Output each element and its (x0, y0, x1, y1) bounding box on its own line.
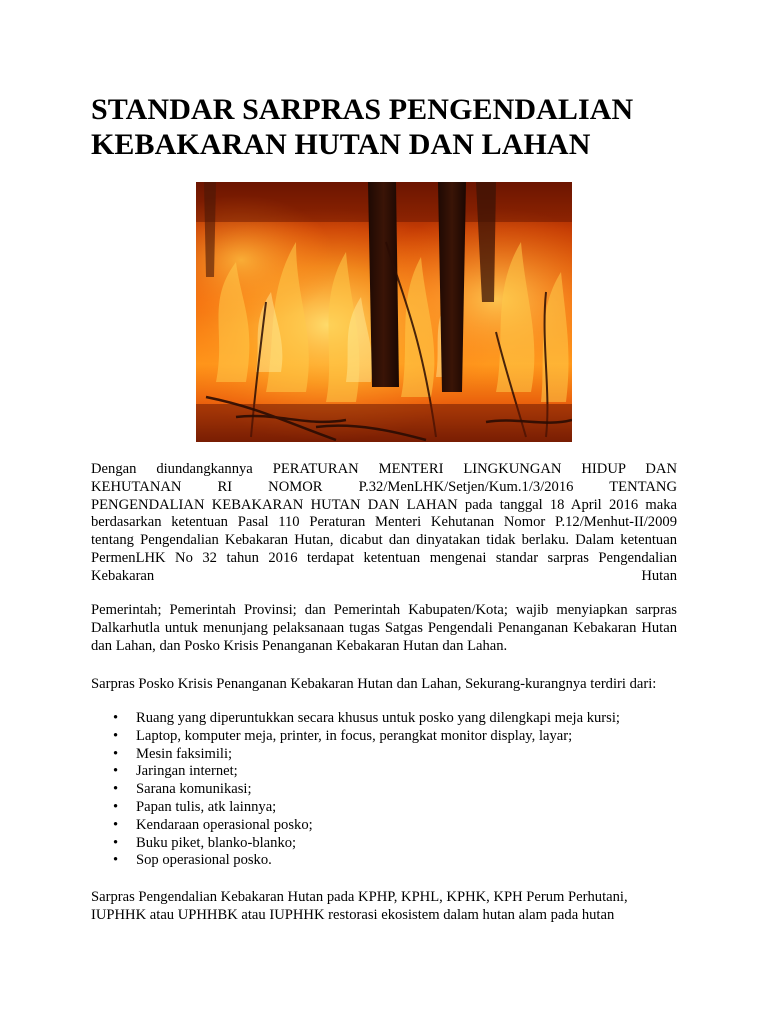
list-item (91, 799, 677, 817)
title-line-2: KEBAKARAN HUTAN DAN LAHAN (91, 128, 591, 161)
list-item (91, 852, 677, 870)
bullet-icon: • (113, 745, 119, 762)
bullet-icon: • (113, 816, 119, 833)
list-item-text: Laptop, komputer meja, printer, in focus, perangkat monitor display, layar; (136, 727, 573, 744)
paragraph-line: PermenLHK No 32 tahun 2016 terdapat ketentuan mengenai standar sarpras Pengendalian (91, 549, 677, 566)
paragraph-line: tentang Pengendalian Kebakaran Hutan, dicabut dan dinyatakan tidak berlaku. Dalam ketentuan (91, 532, 677, 549)
list-item-text: Sarana komunikasi; (136, 781, 252, 798)
bullet-icon: • (113, 834, 119, 851)
posko-requirements-list (91, 710, 677, 870)
paragraph-line: Kebakaran Hutan (91, 567, 677, 584)
list-item-text: Mesin faksimili; (136, 745, 233, 762)
bullet-icon: • (113, 727, 119, 744)
bullet-icon: • (113, 798, 119, 815)
list-item-text: Sop operasional posko. (136, 852, 272, 869)
paragraph-line: Dengan diundangkannya PERATURAN MENTERI LINGKUNGAN HIDUP DAN (91, 461, 677, 477)
paragraph-sarpras-kph (91, 889, 677, 925)
bullet-icon: • (113, 710, 119, 726)
paragraph-line: IUPHHK atau UPHHBK atau IUPHHK restorasi ekosistem dalam hutan alam pada hutan (91, 906, 615, 923)
bullet-icon: • (113, 763, 119, 780)
list-item-text: Buku piket, blanko-blanko; (136, 834, 297, 851)
bullet-icon: • (113, 852, 119, 869)
list-item (91, 817, 677, 835)
list-item (91, 763, 677, 781)
list-item-text: Kendaraan operasional posko; (136, 816, 313, 833)
list-item (91, 835, 677, 853)
list-item (91, 728, 677, 746)
paragraph-regulation-intro (91, 461, 677, 586)
document-title (91, 92, 677, 162)
list-item-text: Ruang yang diperuntukkan secara khusus untuk posko yang dilengkapi meja kursi; (136, 710, 620, 726)
title-line-1: STANDAR SARPRAS PENGENDALIAN (91, 93, 634, 126)
list-item (91, 710, 677, 728)
list-item (91, 746, 677, 764)
paragraph-line: Sarpras Pengendalian Kebakaran Hutan pada KPHP, KPHL, KPHK, KPH Perum Perhutani, (91, 889, 628, 905)
paragraph-line: berdasarkan ketentuan Pasal 110 Peraturan Menteri Kehutanan Nomor P.12/Menhut-II/2009 (91, 514, 677, 531)
list-item-text: Papan tulis, atk lainnya; (136, 798, 277, 815)
paragraph-line: KEHUTANAN RI NOMOR P.32/MenLHK/Setjen/Kum.1/3/2016 TENTANG (91, 478, 677, 495)
list-item (91, 781, 677, 799)
paragraph-government-obligation: Pemerintah; Pemerintah Provinsi; dan Pemerintah Kabupaten/Kota; wajib menyiapkan sarpras Dalkarhutla untuk menunjang pelaksanaan tugas Satgas Pengendali Penanganan Kebakaran Hutan dan Lahan, dan Posko Krisis Penanganan Kebakaran Hutan dan Lahan. (91, 602, 677, 654)
paragraph-posko-intro: Sarpras Posko Krisis Penanganan Kebakaran Hutan dan Lahan, Sekurang-kurangnya terdiri dari: (91, 676, 657, 692)
list-item-text: Jaringan internet; (136, 763, 238, 780)
forest-fire-photo (196, 182, 572, 442)
bullet-icon: • (113, 781, 119, 798)
paragraph-line: PENGENDALIAN KEBAKARAN HUTAN DAN LAHAN pada tanggal 18 April 2016 maka (91, 496, 677, 513)
